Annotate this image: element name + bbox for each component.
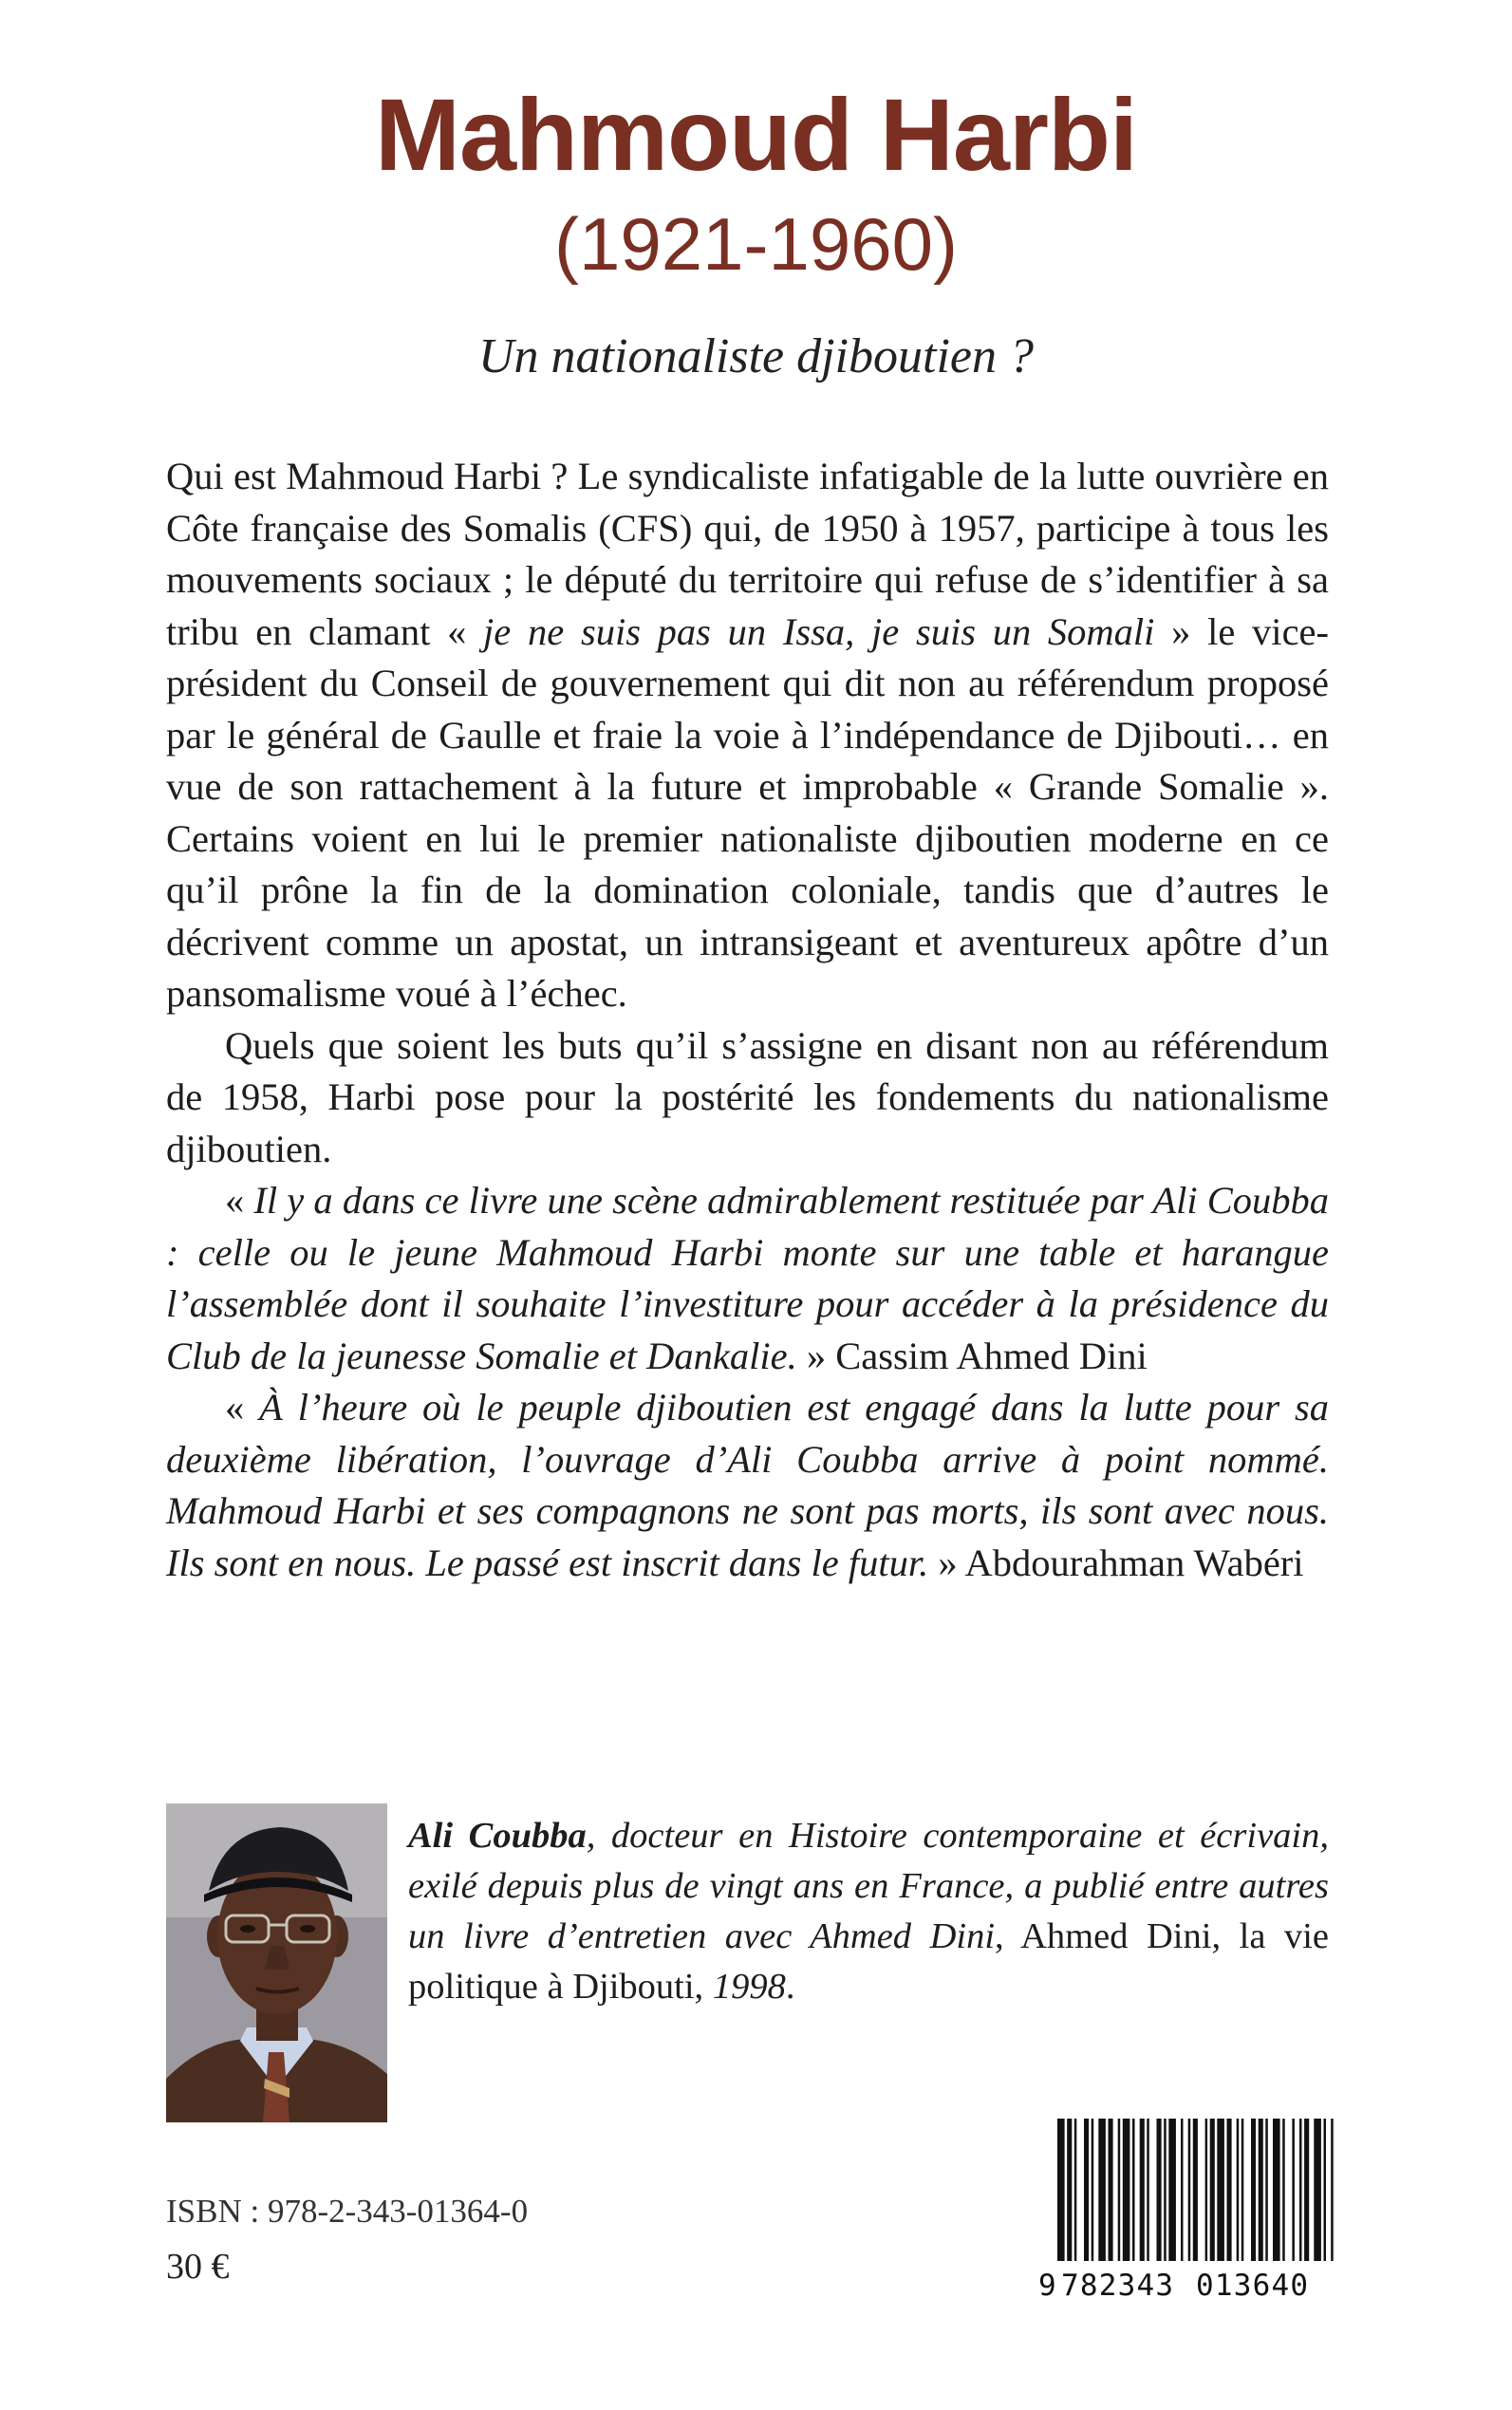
barcode-bar — [1118, 2119, 1121, 2261]
barcode-bar — [1132, 2119, 1135, 2261]
barcode-bar — [1181, 2119, 1184, 2261]
barcode-bar — [1299, 2119, 1302, 2261]
barcode-bar — [1273, 2119, 1280, 2261]
barcode-bar — [1205, 2119, 1208, 2261]
barcode-digits-right: 013640 — [1196, 2269, 1308, 2299]
barcode-bar — [1331, 2119, 1334, 2261]
barcode-bar — [1292, 2119, 1295, 2261]
blurb-paragraph-2: Quels que soient les buts qu’il s’assigne en disant non au référendum de 1958, Harbi pose pour la postérité les fondements du nationalisme djiboutien. — [166, 1023, 1329, 1170]
author-bio — [408, 1811, 1329, 2012]
barcode-bar — [1314, 2119, 1321, 2261]
barcode-bar — [1092, 2119, 1094, 2261]
barcode-bar — [1237, 2119, 1240, 2261]
blurb-paragraph-1 — [166, 451, 1329, 1020]
review-quote-author: » Abdourahman Wabéri — [928, 1541, 1304, 1584]
author-portrait — [166, 1803, 387, 2122]
blurb-quote-span: je ne suis pas un Issa, je suis un Somali — [483, 609, 1155, 653]
review-quote-text: Il y a dans ce livre une scène admirablement restituée par Ali Coubba : celle ou le jeune Mahmoud Harbi monte sur une table et harangue l’assemblée dont il souhaite l’investiture pour accéder à la présidence du Club de la jeunesse Somalie et Dankalie. — [166, 1179, 1329, 1377]
barcode-bar — [1282, 2119, 1285, 2261]
blurb-text — [166, 451, 1329, 1589]
barcode-bar — [1067, 2119, 1072, 2261]
quote-mark: « — [225, 1179, 254, 1222]
author-book-title: , Ahmed Dini, la vie politique à Djibouti, — [408, 1916, 1329, 2007]
barcode-digits-left: 782343 — [1061, 2269, 1173, 2299]
isbn-label: ISBN : 978-2-343-01364-0 — [166, 2193, 529, 2230]
review-quote-1 — [166, 1175, 1329, 1382]
author-name: Ali Coubba — [408, 1816, 587, 1856]
life-dates: (1921-1960) — [554, 202, 958, 286]
ean-barcode — [1036, 2119, 1338, 2299]
barcode-bar — [1098, 2119, 1106, 2261]
book-title: Mahmoud Harbi — [374, 77, 1137, 192]
price-label: 30 € — [166, 2247, 230, 2287]
review-quote-author: » Cassim Ahmed Dini — [796, 1334, 1148, 1377]
barcode-bar — [1074, 2119, 1077, 2261]
barcode-bars — [1057, 2119, 1334, 2261]
blurb-text-span: » le vice-président du Conseil de gouvernement qui dit non au référendum proposé par le général de Gaulle et fraie la voie à l’indépendance de Djibouti… en vue de son rattachement à la future et improbable « Grande Somalie ». Certains voient en lui le premier nationaliste djiboutien moderne en ce qu’il prône la fin de la domination coloniale, tandis que d’autres le décrivent comme un apostat, un intransigeant et aventureux apôtre d’un pansomalisme voué à l’échec. — [166, 609, 1330, 1015]
author-bio-text: , docteur en Histoire contemporaine et écrivain, exilé depuis plus de vingt ans en France, a publié entre autres un livre d’entretien avec Ahmed Dini — [408, 1816, 1329, 1956]
barcode-bar — [1164, 2119, 1167, 2261]
barcode-bar — [1057, 2119, 1065, 2261]
barcode-digit-first: 9 — [1038, 2269, 1056, 2299]
barcode-bar — [1123, 2119, 1130, 2261]
barcode-bar — [1241, 2119, 1244, 2261]
barcode-bar — [1168, 2119, 1176, 2261]
review-quote-text: À l’heure où le peuple djiboutien est engagé dans la lutte pour sa deuxième libération, l’ouvrage d’Ali Coubba arrive à point nommé. Mahmoud Harbi et ses compagnons ne sont pas morts, ils sont avec nous. Ils sont en nous. Le passé est inscrit dans le futur. — [166, 1386, 1330, 1584]
quote-mark: « — [225, 1386, 260, 1429]
barcode-bar — [1147, 2119, 1149, 2261]
barcode-bar — [1324, 2119, 1327, 2261]
barcode-bar — [1109, 2119, 1113, 2261]
barcode-bar — [1193, 2119, 1198, 2261]
portrait-illustration — [166, 1803, 387, 2122]
blurb-text-span: Qui est Mahmoud Harbi ? Le syndicaliste infatigable de la lutte ouvrière en Côte française des Somalis (CFS) qui, de 1950 à 1957, participe à tous les mouvements sociaux ; le député du territoire qui refuse de s’identifier à sa tribu en clamant « — [166, 455, 1329, 653]
author-book-year: 1998 — [712, 1967, 786, 2007]
author-section — [166, 1803, 1329, 2126]
barcode-bar — [1265, 2119, 1268, 2261]
barcode-bar — [1157, 2119, 1162, 2261]
book-subtitle: Un nationaliste djiboutien ? — [478, 329, 1034, 383]
barcode-bar — [1251, 2119, 1256, 2261]
review-quote-2 — [166, 1382, 1329, 1589]
barcode-bar — [1227, 2119, 1232, 2261]
barcode-bar — [1140, 2119, 1145, 2261]
barcode-bar — [1188, 2119, 1191, 2261]
barcode-bar — [1084, 2119, 1089, 2261]
barcode-bar — [1210, 2119, 1215, 2261]
barcode-bar — [1217, 2119, 1224, 2261]
author-bio-end: . — [785, 1967, 795, 2007]
barcode-bar — [1259, 2119, 1263, 2261]
barcode-bar — [1304, 2119, 1309, 2261]
barcode-graphic — [1036, 2119, 1338, 2299]
